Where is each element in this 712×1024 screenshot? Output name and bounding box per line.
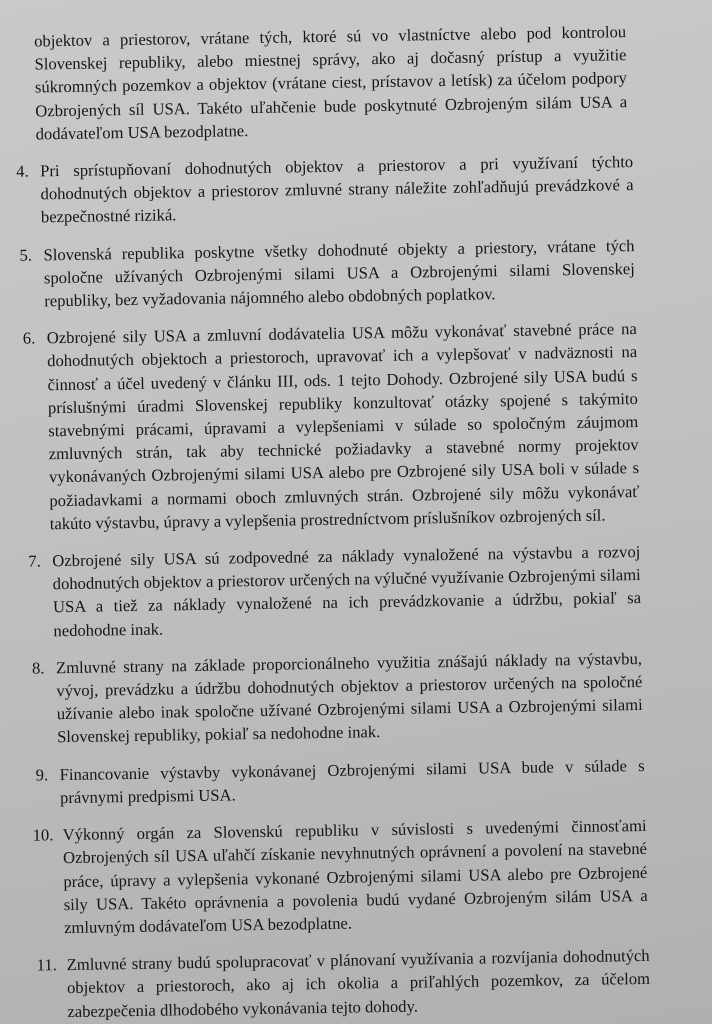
list-item-7 [28, 540, 642, 642]
item-number: 6. [22, 328, 36, 348]
list-item-6 [22, 317, 640, 535]
document-body [0, 19, 712, 1024]
list-item-11 [36, 944, 651, 1023]
item-text: Slovenská republika poskytne všetky dohodnuté objekty a priestory, vrátane tých spoločne užívaných Ozbrojenými silami USA a Ozbrojenými silami Slovenskej republiky, bez vyžadovania nájomného alebo obdobných poplatkov. [43, 235, 635, 311]
item-text: Výkonný orgán za Slovenskú republiku v súvislosti s uvedenými činnosťami Ozbrojených síl USA uľahčí získanie nevyhnutných oprávnení a povolení na stavebné práce, úpravy a vylepšenia vykonané Ozbrojenými silami USA alebo pre Ozbrojené sily USA. Takéto oprávnenia a povolenia budú vydané Ozbrojeným silám USA a zmluvným dodávateľom USA bezodplatne. [62, 816, 648, 938]
item-number: 7. [28, 551, 41, 571]
item-text: Zmluvné strany na základe proporcionálneho využitia znášajú náklady na výstavbu, vývoj, prevádzku a údržbu dohodnutých objektov a priestorov určených na spoločné užívanie alebo inak spoločne užívané Ozbrojenými silami USA a Ozbrojenými silami Slovenskej republiky, pokiaľ sa nedohodne inak. [55, 648, 643, 747]
item-text: Ozbrojené sily USA sú zodpovedné za náklady vynaložené na výstavbu a rozvoj dohodnutých objektov a priestorov určených na výlučné využívanie Ozbrojenými silami USA a tiež za náklady vynaložené na ich prevádzkovanie a údržbu, pokiaľ sa nedohodne inak. [52, 542, 642, 640]
item-number: 11. [36, 955, 57, 975]
item-text: Financovanie výstavby vykonávanej Ozbrojenými silami USA bude v súlade s právnymi predpismi USA. [59, 755, 645, 808]
list-item-9 [35, 754, 646, 810]
item-text: Zmluvné strany budú spolupracovať v plánovaní využívania a rozvíjania dohodnutých objektov a priestoroch, ako aj ich okolia a priľahlých pozemkov, za účelom zabezpečenia dlhodobého vykonávania tejto dohody. [66, 946, 651, 1021]
item-number: 10. [32, 825, 54, 845]
continuation-paragraph: objektov a priestorov, vrátane tých, ktoré sú vo vlastníctve alebo pod kontrolou Slovenskej republiky, alebo miestnej správy, ako aj dočasný prístup a využitie súkromných pozemkov a objektov (vrátane ciest, prístavov a letísk) za účelom podpory Ozbrojených síl USA. Takéto uľahčenie bude poskytnuté Ozbrojeným silám USA a dodávateľom USA bezodplatne. [34, 22, 628, 144]
list-item-5 [19, 234, 635, 313]
item-number: 8. [31, 658, 45, 678]
item-text: Ozbrojené sily USA a zmluvní dodávatelia USA môžu vykonávať stavebné práce na dohodnutých objektoch a priestoroch, upravovať ich a vylepšovať v nadväznosti na činnosť a účel uvedený v článku III, ods. 1 tejto Dohody. Ozbrojené sily USA budú s príslušnými úradmi Slovenskej republiky konzultovať otázky spojené s takýmito stavebnými prácami, úpravami a vylepšeniami v súlade so spoločným záujmom zmluvných strán, tak aby technické požiadavky a stavebné normy projektov vykonávaných Ozbrojenými silami USA alebo pre Ozbrojené sily USA boli v súlade s požiadavkami a normami oboch zmluvných strán. Ozbrojené sily môžu vykonávať takúto výstavbu, úpravy a vylepšenia prostredníctvom príslušníkov ozbrojených síl. [46, 319, 640, 534]
list-item-4 [16, 150, 634, 229]
list-item-10 [32, 814, 648, 939]
item-number: 5. [19, 245, 33, 265]
item-number: 4. [16, 161, 29, 181]
item-number: 9. [35, 765, 49, 785]
list-item-8 [31, 647, 643, 749]
item-text: Pri sprístupňovaní dohodnutých objektov a priestorov a pri využívaní týchto dohodnutých objektov a priestorov zmluvné strany náležite zohľadňujú prevádzkové a bezpečnostné riziká. [40, 152, 634, 227]
